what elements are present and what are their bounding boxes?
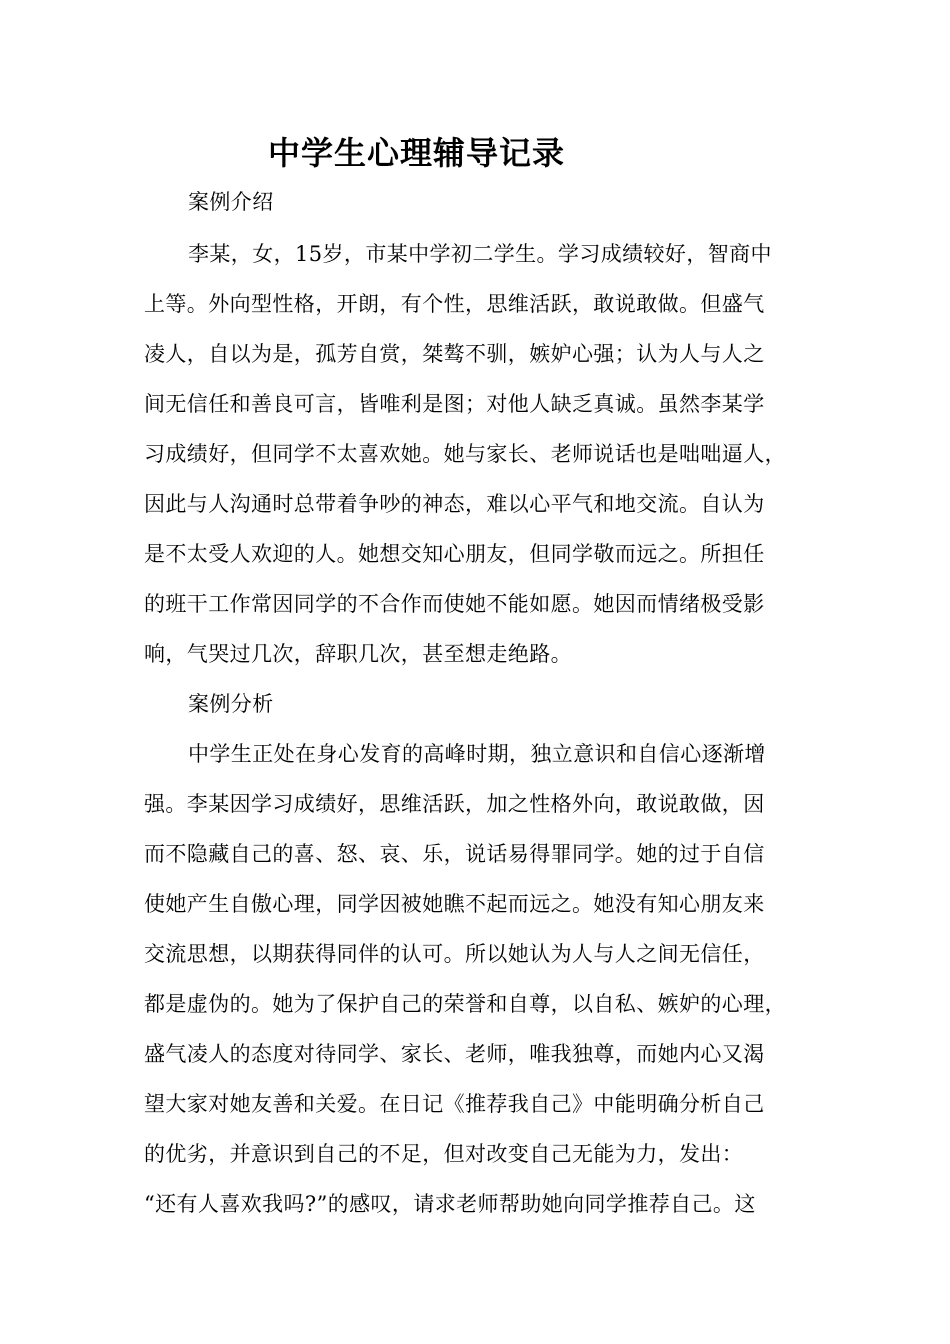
paragraph-line: 因此与人沟通时总带着争吵的神态，难以心平气和地交流。自认为 [144,492,765,516]
paragraph-line: 而不隐藏自己的喜、怒、哀、乐，说话易得罪同学。她的过于自信 [144,842,765,866]
paragraph-line: 交流思想，以期获得同伴的认可。所以她认为人与人之间无信任， [144,942,765,966]
paragraph-line: 的班干工作常因同学的不合作而使她不能如愿。她因而情绪极受影 [144,592,765,616]
paragraph-line: 都是虚伪的。她为了保护自己的荣誉和自尊，以自私、嫉妒的心理， [144,992,786,1016]
paragraph-line: 的优劣，并意识到自己的不足，但对改变自己无能为力，发出： [144,1142,744,1166]
paragraph-line: 是不太受人欢迎的人。她想交知心朋友，但同学敬而远之。所担任 [144,542,765,566]
section-heading-case-analysis: 案例分析 [188,692,274,716]
paragraph-line: “还有人喜欢我吗?”的感叹，请求老师帮助她向同学推荐自己。这 [144,1192,756,1216]
paragraph-line: 使她产生自傲心理，同学因被她瞧不起而远之。她没有知心朋友来 [144,892,765,916]
paragraph-line: 习成绩好，但同学不太喜欢她。她与家长、老师说话也是咄咄逼人， [144,442,786,466]
paragraph-line: 盛气凌人的态度对待同学、家长、老师，唯我独尊，而她内心又渴 [144,1042,765,1066]
paragraph-line: 李某，女，15岁，市某中学初二学生。学习成绩较好，智商中 [188,242,772,266]
paragraph-line: 间无信任和善良可言，皆唯利是图；对他人缺乏真诚。虽然李某学 [144,392,765,416]
section-heading-case-intro: 案例介绍 [188,190,274,214]
paragraph-line: 上等。外向型性格，开朗，有个性，思维活跃，敢说敢做。但盛气 [144,292,765,316]
paragraph-line: 响，气哭过几次，辞职几次，甚至想走绝路。 [144,642,572,666]
paragraph-line: 强。李某因学习成绩好，思维活跃，加之性格外向，敢说敢做，因 [144,792,765,816]
paragraph-line: 中学生正处在身心发育的高峰时期，独立意识和自信心逐渐增 [188,742,766,766]
paragraph-line: 凌人，自以为是，孤芳自赏，桀骜不驯，嫉妒心强；认为人与人之 [144,342,765,366]
paragraph-line: 望大家对她友善和关爱。在日记《推荐我自己》中能明确分析自己 [144,1092,765,1116]
document-title: 中学生心理辅导记录 [268,134,566,172]
